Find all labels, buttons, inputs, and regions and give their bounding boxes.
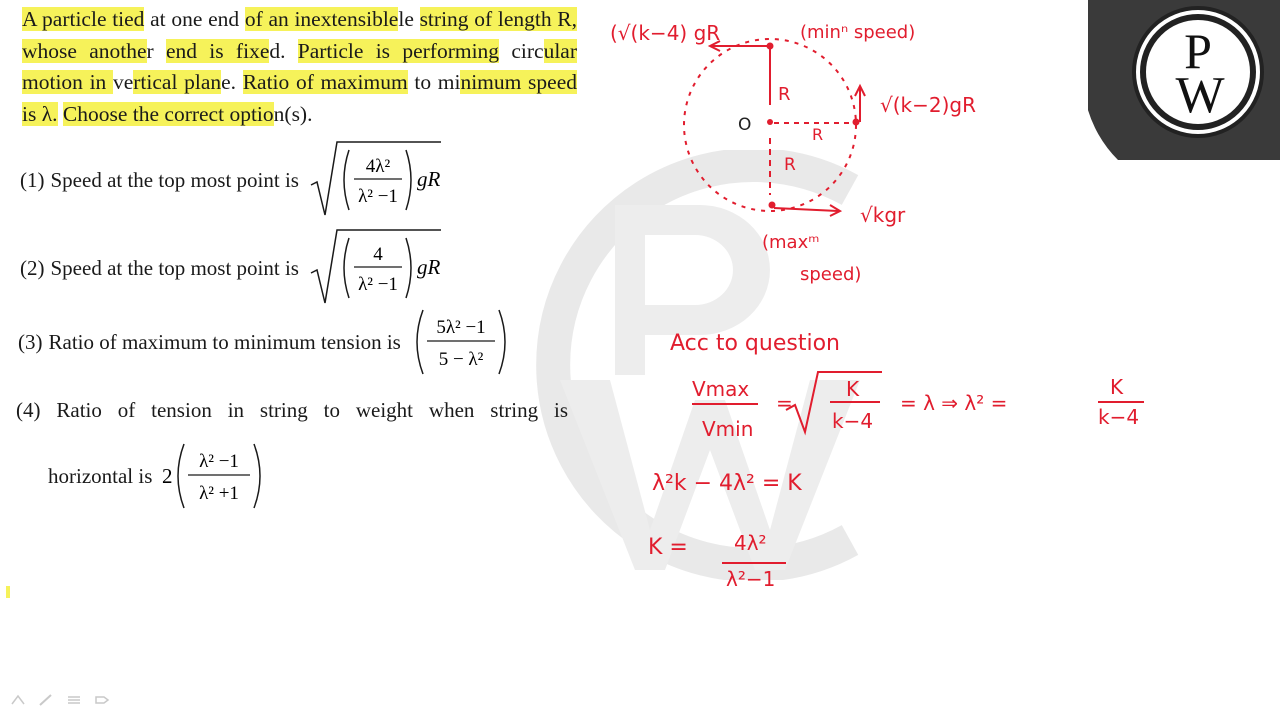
menu-tool-icon[interactable] xyxy=(66,694,82,706)
question-fragment: e. xyxy=(221,70,243,94)
option-text: horizontal is xyxy=(48,463,153,488)
numerator: λ² −1 xyxy=(199,451,240,472)
question-fragment: Particle is performing xyxy=(297,38,500,63)
option-text: Ratio of tension in string to weight when string is xyxy=(56,398,569,422)
option-number: (4) xyxy=(16,398,41,422)
coefficient: 2 xyxy=(162,464,173,488)
question-fragment: R, xyxy=(551,7,578,31)
radius-label-mid: R xyxy=(812,125,824,144)
rhs-numerator: K xyxy=(1110,375,1124,399)
next-tool-icon[interactable] xyxy=(94,694,110,706)
lambda-equation: = λ ⇒ λ² = xyxy=(900,391,1008,415)
suffix: gR xyxy=(416,167,441,191)
option-number: (3) xyxy=(18,329,43,354)
question-fragment: whose anothe xyxy=(22,38,147,63)
max-speed-label-2: speed) xyxy=(800,264,862,285)
suffix: gR xyxy=(416,255,441,279)
pen-tool-icon[interactable] xyxy=(38,694,54,706)
option-number: (2) xyxy=(20,255,45,280)
bottom-speed-label: √kgr xyxy=(860,203,906,227)
vmin-label: Vmin xyxy=(702,417,754,441)
numerator: 4λ² xyxy=(365,156,391,177)
question-fragment: at one end xyxy=(144,7,245,31)
denominator: λ² +1 xyxy=(199,483,240,504)
equals-sign: = xyxy=(776,391,793,415)
max-speed-label: (maxᵐ xyxy=(762,232,820,253)
option-number: (1) xyxy=(20,167,45,192)
side-speed-label: √(k−2)gR xyxy=(880,93,977,117)
acc-to-question: Acc to question xyxy=(670,331,840,356)
radius-label-top: R xyxy=(778,84,791,105)
question-fragment: end is fixe xyxy=(165,38,270,63)
question-fragment: Ratio of maximum xyxy=(242,70,408,94)
arrow-tool-icon[interactable] xyxy=(10,694,26,706)
question-fragment: A particle tied xyxy=(22,7,145,31)
radical-denominator: k−4 xyxy=(832,409,874,433)
question-fragment: rtical plan xyxy=(133,70,222,94)
question-fragment: to mi xyxy=(407,70,461,94)
equation-2: λ²k − 4λ² = K xyxy=(652,471,802,496)
top-speed-label: (√(k−4) gR xyxy=(610,21,721,45)
option-text: Speed at the top most point is xyxy=(50,167,299,192)
rhs-denominator: k−4 xyxy=(1098,405,1140,429)
logo-letter-p: P xyxy=(1184,23,1212,79)
question-fragment: ular motion in xyxy=(22,38,577,94)
numerator: 4 xyxy=(373,244,383,265)
option-text: Ratio of maximum to minimum tension is xyxy=(48,329,401,354)
question-fragment: d. xyxy=(269,38,298,63)
denominator: λ² −1 xyxy=(358,186,398,207)
denominator: λ² −1 xyxy=(358,274,398,295)
radius-label-bottom: R xyxy=(784,155,796,175)
question-fragment: ve xyxy=(112,70,134,94)
question-fragment: of an inextensible xyxy=(244,7,399,31)
equation-3-denominator: λ²−1 xyxy=(726,567,776,591)
min-speed-label: (minⁿ speed) xyxy=(800,22,916,43)
denominator: 5 − λ² xyxy=(438,349,484,370)
equation-3-numerator: 4λ² xyxy=(734,531,767,555)
equation-3-lhs: K = xyxy=(648,535,688,560)
question-fragment: le xyxy=(398,7,420,31)
question-fragment: n(s). xyxy=(273,101,313,126)
option-text: Speed at the top most point is xyxy=(50,255,299,280)
highlight-mark xyxy=(6,586,10,598)
question-fragment: r xyxy=(146,38,166,63)
question-fragment: string of length xyxy=(419,7,552,31)
radical-numerator: K xyxy=(846,377,860,401)
logo-letter-w: W xyxy=(1175,67,1225,124)
annotation-toolbar[interactable] xyxy=(10,694,110,706)
question-fragment: circ xyxy=(499,38,544,63)
question-fragment: nimum speed is λ. xyxy=(22,70,577,126)
numerator: 5λ² −1 xyxy=(436,317,486,338)
center-label: O xyxy=(738,115,752,135)
vmax-label: Vmax xyxy=(692,377,750,401)
question-fragment: Choose the correct optio xyxy=(62,101,274,126)
